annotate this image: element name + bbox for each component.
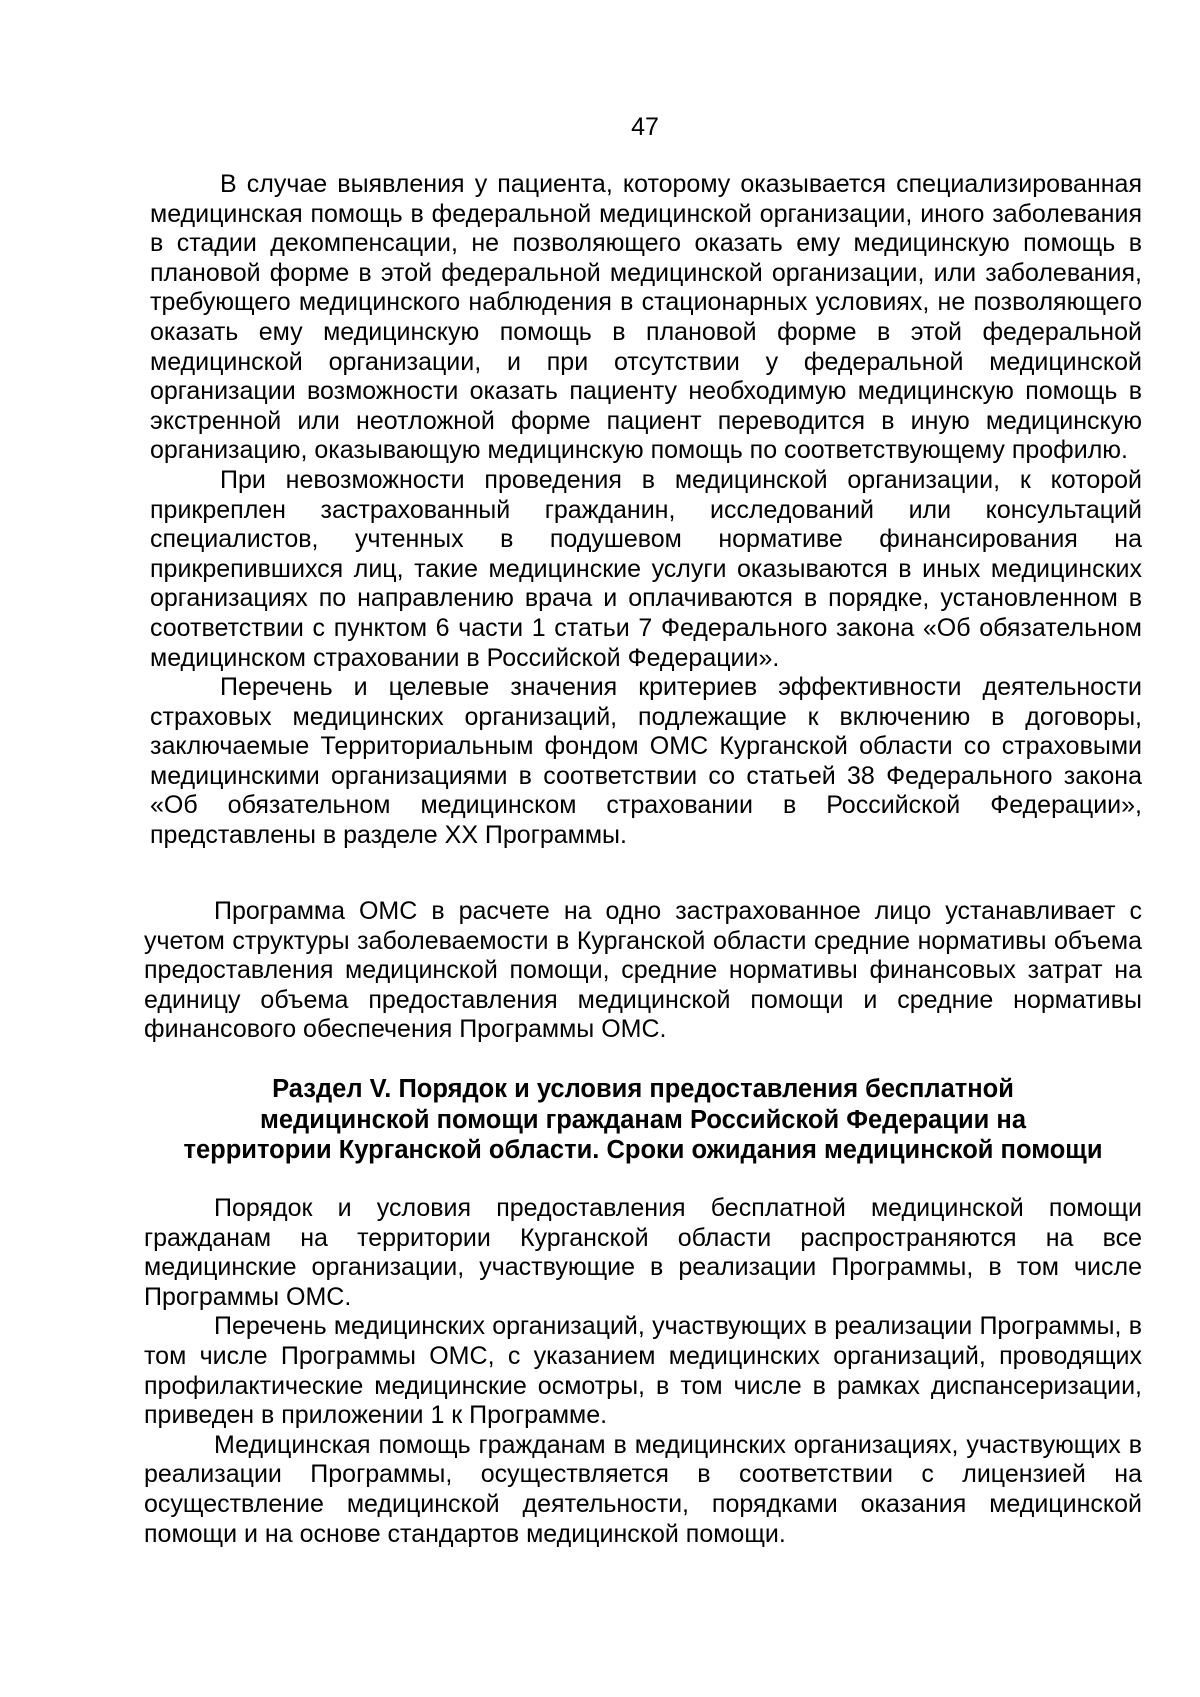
paragraph-attached-citizen: При невозможности проведения в медицинской организации, к которой прикреплен застрахованный гражданин, исследований или консультаций специалистов, учтенных в подушевом нормативе финансирования на прикрепившихся лиц, такие медицинские услуги оказываются в иных медицинских организациях по направлению врача и оплачиваются в порядке, установленном в соответствии с пунктом 6 части 1 статьи 7 Федерального закона «Об обязательном медицинском страховании в Российской Федерации».: [150, 465, 1142, 672]
top-paragraphs: [150, 170, 1142, 851]
paragraph-license-standards: Медицинская помощь гражданам в медицинских организациях, участвующих в реализации Программы, осуществляется в соответствии с лицензией на осуществление медицинской деятельности, порядками оказания медицинской помощи и на основе стандартов медицинской помощи.: [144, 1430, 1142, 1548]
paragraph-efficiency-criteria: Перечень и целевые значения критериев эффективности деятельности страховых медицинских организаций, подлежащие к включению в договоры, заключаемые Территориальным фондом ОМС Курганской области со страховыми медицинскими организациями в соответствии со статьей 38 Федерального закона «Об обязательном медицинском страховании в Российской Федерации», представлены в разделе XX Программы.: [150, 673, 1142, 850]
bottom-paragraphs: [144, 1194, 1142, 1549]
paragraph-organizations-list: Перечень медицинских организаций, участвующих в реализации Программы, в том числе Программы ОМС, с указанием медицинских организаций, проводящих профилактические медицинские осмотры, в том числе в рамках диспансеризации, приведен в приложении 1 к Программе.: [144, 1312, 1142, 1430]
page-number: 47: [631, 113, 659, 141]
section-heading: [144, 1074, 1142, 1166]
paragraph-procedure-conditions: Порядок и условия предоставления бесплатной медицинской помощи гражданам на территории Курганской области распространяются на все медицинские организации, участвующие в реализации Программы, в том числе Программы ОМС.: [144, 1194, 1142, 1311]
paragraph-oms-program: Программа ОМС в расчете на одно застрахованное лицо устанавливает с учетом структуры заболеваемости в Курганской области средние нормативы объема предоставления медицинской помощи, средние нормативы финансовых затрат на единицу объема предоставления медицинской помощи и средние нормативы финансового обеспечения Программы ОМС.: [144, 897, 1142, 1044]
oms-paragraph-block: [144, 897, 1142, 1045]
section-heading-line-3: территории Курганской области. Сроки ожидания медицинской помощи: [183, 1136, 1103, 1164]
paragraph-transfer-patient: В случае выявления у пациента, которому оказывается специализированная медицинская помощь в федеральной медицинской организации, иного заболевания в стадии декомпенсации, не позволяющего оказать ему медицинскую помощь в плановой форме в этой федеральной медицинской организации, или заболевания, требующего медицинского наблюдения в стационарных условиях, не позволяющего оказать ему медицинскую помощь в плановой форме в этой федеральной медицинской организации, и при отсутствии у федеральной медицинской организации возможности оказать пациенту необходимую медицинскую помощь в экстренной или неотложной форме пациент переводится в иную медицинскую организацию, оказывающую медицинскую помощь по соответствующему профилю.: [150, 170, 1142, 465]
section-heading-line-1: Раздел V. Порядок и условия предоставления бесплатной: [272, 1075, 1014, 1103]
section-heading-line-2: медицинской помощи гражданам Российской Федерации на: [259, 1105, 1027, 1134]
